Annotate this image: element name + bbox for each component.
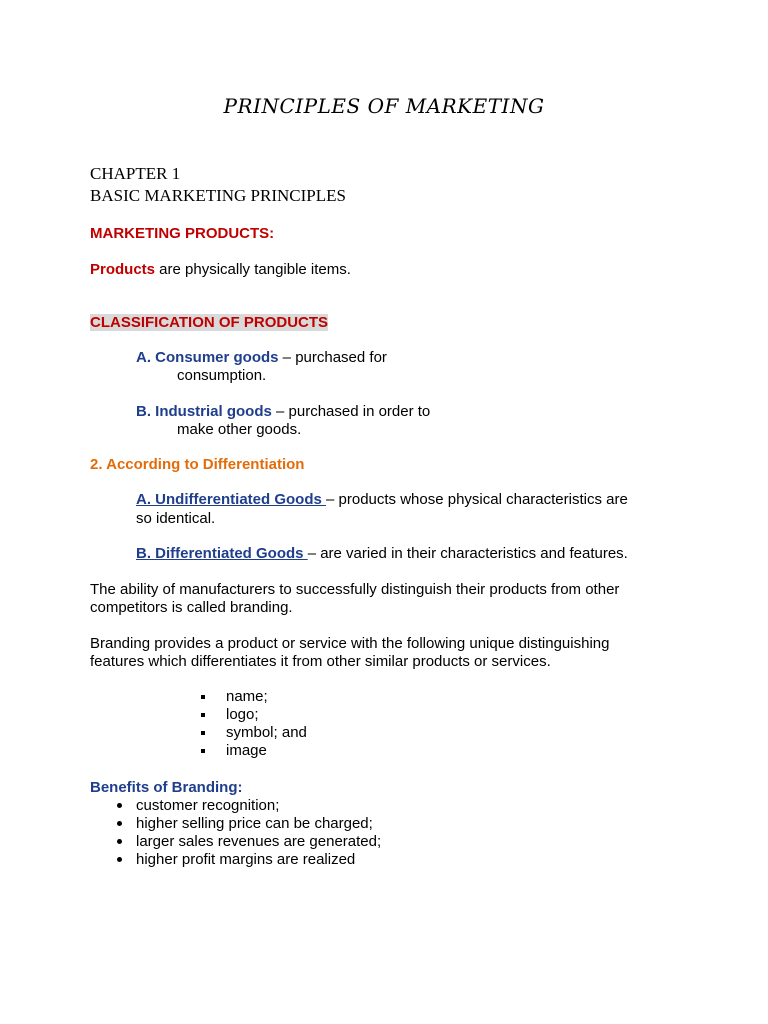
- differentiated-goods-term: B. Differentiated Goods: [136, 545, 308, 562]
- features-paragraph-line1: Branding provides a product or service with the following unique distinguishing: [90, 635, 610, 652]
- products-definition-text: are physically tangible items.: [155, 261, 351, 278]
- classification-heading-text: CLASSIFICATION OF PRODUCTS: [90, 314, 329, 331]
- consumer-goods-term: A. Consumer goods: [136, 349, 279, 366]
- consumer-goods-line2: consumption.: [177, 367, 267, 384]
- list-item: customer recognition;: [136, 797, 381, 815]
- branding-paragraph-line2: competitors is called branding.: [90, 599, 293, 616]
- benefits-list-container: [136, 797, 381, 869]
- consumer-goods-line1: – purchased for: [278, 349, 387, 366]
- undifferentiated-goods-line2: so identical.: [136, 510, 216, 527]
- list-item: larger sales revenues are generated;: [136, 833, 382, 850]
- features-list-container: [226, 688, 307, 760]
- marketing-products-heading: MARKETING PRODUCTS:: [90, 225, 275, 242]
- industrial-goods-line2: make other goods.: [177, 421, 302, 438]
- list-item: logo;: [226, 706, 307, 724]
- list-item: name;: [226, 688, 307, 706]
- page-title: PRINCIPLES OF MARKETING: [223, 94, 545, 118]
- list-item: higher profit margins are realized: [136, 851, 381, 869]
- classification-heading: [90, 314, 328, 331]
- products-definition: [90, 261, 351, 278]
- list-item: symbol; and: [226, 724, 307, 741]
- benefits-list: [136, 797, 381, 869]
- list-item: higher selling price can be charged;: [136, 815, 381, 833]
- products-term: Products: [90, 261, 156, 278]
- list-item: image: [226, 742, 307, 760]
- chapter-label: CHAPTER 1: [90, 164, 181, 183]
- undifferentiated-goods-term: A. Undifferentiated Goods: [136, 491, 327, 508]
- undifferentiated-goods-item: [136, 491, 628, 508]
- features-paragraph-line2: features which differentiates it from other similar products or services.: [90, 653, 551, 670]
- differentiated-goods-item: [136, 545, 628, 562]
- branding-paragraph-line1: The ability of manufacturers to successfully distinguish their products from other: [90, 581, 620, 598]
- differentiated-goods-line1: – are varied in their characteristics and features.: [307, 545, 628, 562]
- consumer-goods-item: [136, 349, 387, 366]
- industrial-goods-item: [136, 403, 430, 420]
- chapter-subtitle: BASIC MARKETING PRINCIPLES: [90, 186, 346, 205]
- benefits-heading: Benefits of Branding:: [90, 779, 243, 796]
- industrial-goods-term: B. Industrial goods: [136, 403, 272, 420]
- differentiation-heading: 2. According to Differentiation: [90, 456, 305, 473]
- features-list: [226, 688, 307, 760]
- undifferentiated-goods-line1: – products whose physical characteristics are: [326, 491, 628, 508]
- industrial-goods-line1: – purchased in order to: [271, 403, 431, 420]
